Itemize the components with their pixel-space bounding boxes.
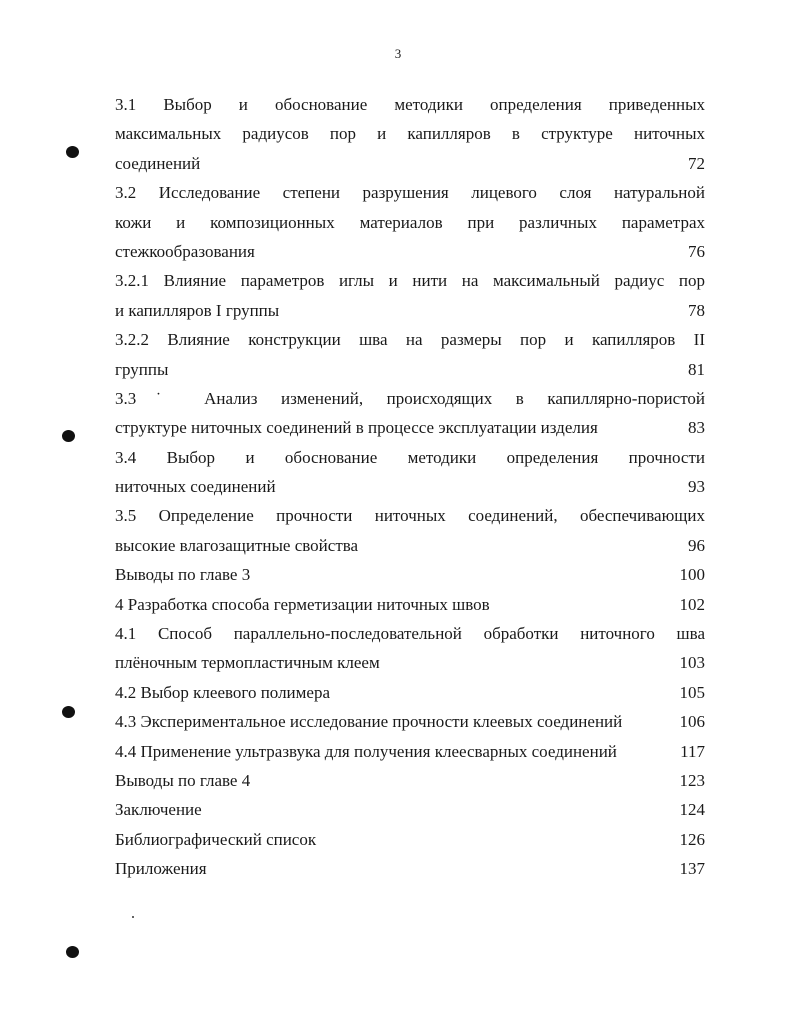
toc-entry [115, 443, 705, 502]
binder-hole [66, 946, 79, 958]
toc-entry-line: максимальных радиусов пор и капилляров в структуре ниточных [115, 124, 705, 144]
scan-speck [132, 916, 134, 918]
toc-entry [115, 707, 705, 736]
binder-hole [66, 146, 79, 158]
toc-entry-line: 3.1 Выбор и обоснование методики определения приведенных [115, 95, 705, 114]
toc-page-number: 106 [679, 712, 705, 732]
toc-entry [115, 90, 705, 178]
toc-page-number: 103 [679, 653, 705, 673]
toc-entry-line: стежкообразования [115, 241, 255, 261]
toc-entry [115, 766, 705, 795]
toc-entry [115, 678, 705, 707]
table-of-contents [115, 90, 705, 884]
toc-entry [115, 266, 705, 325]
toc-entry-line: ниточных соединений [115, 477, 276, 497]
toc-page-number: 76 [688, 241, 705, 261]
binder-hole [62, 706, 75, 718]
toc-page-number: 78 [688, 300, 705, 320]
toc-entry-line: группы [115, 359, 169, 379]
toc-entry-line: 3.3˙ Анализ изменений, происходящих в капиллярно-пористой [115, 388, 705, 408]
toc-entry [115, 178, 705, 266]
toc-page-number: 137 [679, 859, 705, 879]
toc-entry-line: и капилляров I группы [115, 300, 280, 320]
toc-entry [115, 384, 705, 443]
toc-entry-line: структуре ниточных соединений в процессе эксплуатации изделия [115, 418, 598, 438]
toc-page-number: 105 [679, 682, 705, 702]
toc-page-number: 96 [688, 535, 705, 555]
toc-entry [115, 590, 705, 619]
toc-entry [115, 560, 705, 589]
toc-entry-line: 3.2 Исследование степени разрушения лицевого слоя натуральной [115, 183, 705, 203]
toc-page-number: 72 [688, 153, 705, 173]
toc-page-number: 102 [679, 594, 705, 614]
toc-entry [115, 854, 705, 883]
toc-entry-line: 3.2.1 Влияние параметров иглы и нити на максимальный радиус пор [115, 271, 705, 291]
toc-entry-line: высокие влагозащитные свойства [115, 535, 359, 555]
toc-entry [115, 737, 705, 766]
page-number: 3 [394, 46, 402, 61]
toc-entry-line: 4 Разработка способа герметизации ниточных швов [115, 594, 490, 614]
toc-entry-line: Библиографический список [115, 829, 317, 849]
toc-entry-line: 3.4 Выбор и обоснование методики определения прочности [115, 447, 705, 467]
toc-page-number: 81 [688, 359, 705, 379]
toc-entry-line: Выводы по главе 4 [115, 770, 251, 790]
toc-entry-line: Приложения [115, 859, 207, 879]
binder-hole [62, 430, 75, 442]
toc-entry-line: 4.1 Способ параллельно-последовательной обработки ниточного шва [115, 624, 705, 644]
toc-entry-line: 4.3 Экспериментальное исследование прочности клеевых соединений [115, 712, 623, 732]
toc-page-number: 83 [688, 418, 705, 438]
toc-entry-line: 4.4 Применение ультразвука для получения клеесварных соединений [115, 741, 617, 761]
toc-entry-line: 3.2.2 Влияние конструкции шва на размеры пор и капилляров II [115, 330, 705, 350]
toc-entry [115, 325, 705, 384]
toc-page-number: 117 [680, 741, 705, 761]
toc-page-number: 93 [688, 477, 705, 497]
toc-page-number: 100 [679, 565, 705, 585]
toc-entry [115, 795, 705, 824]
toc-page-number: 123 [679, 770, 705, 790]
toc-entry-line: Выводы по главе 3 [115, 565, 251, 585]
toc-entry-line: кожи и композиционных материалов при различных параметрах [115, 212, 705, 232]
toc-page-number: 124 [679, 800, 705, 820]
toc-entry-line: 3.5 Определение прочности ниточных соединений, обеспечивающих [115, 506, 705, 526]
toc-entry [115, 619, 705, 678]
toc-entry-line: соединений [115, 153, 201, 173]
toc-entry-line: плёночным термопластичным клеем [115, 653, 380, 673]
toc-entry-line: Заключение [115, 800, 202, 820]
toc-entry-line: 4.2 Выбор клеевого полимера [115, 682, 331, 702]
toc-entry [115, 501, 705, 560]
toc-page-number: 126 [679, 829, 705, 849]
toc-entry [115, 825, 705, 854]
